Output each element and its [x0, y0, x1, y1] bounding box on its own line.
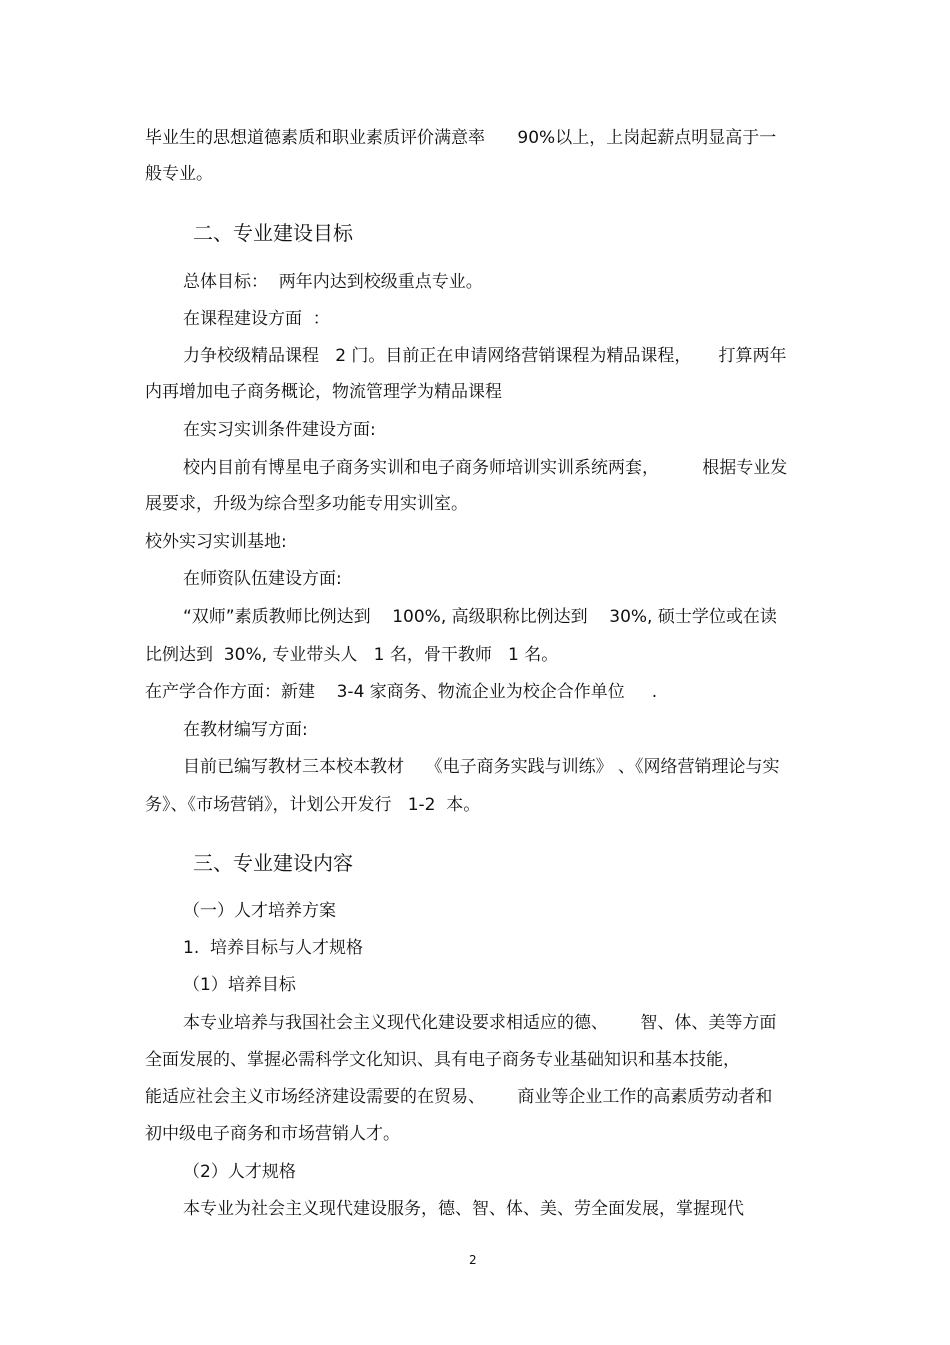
paragraph-line: 比例达到 30%, 专业带头人 1 名，骨干教师 1 名。 — [145, 645, 559, 665]
paragraph-line: （2）人才规格 — [183, 1162, 296, 1182]
paragraph-line: 目前已编写教材三本校本教材 《电子商务实践与训练》 、《网络营销理论与实 — [183, 757, 780, 777]
paragraph-line: 内再增加电子商务概论，物流管理学为精品课程 — [145, 382, 502, 402]
paragraph-line: 本专业培养与我国社会主义现代化建设要求相适应的德、 智、体、美等方面 — [183, 1013, 777, 1033]
paragraph-line: 总体目标： 两年内达到校级重点专业。 — [183, 272, 483, 292]
paragraph-line: 全面发展的、掌握必需科学文化知识、具有电子商务专业基础知识和基本技能， — [145, 1050, 740, 1070]
paragraph-line: 在产学合作方面：新建 3-4 家商务、物流企业为校企合作单位 . — [145, 682, 658, 702]
paragraph-line: 在实习实训条件建设方面: — [183, 420, 376, 440]
paragraph-line: 校内目前有博星电子商务实训和电子商务师培训实训系统两套， 根据专业发 — [183, 458, 788, 478]
paragraph-line: 展要求，升级为综合型多功能专用实训室。 — [145, 494, 468, 514]
page-number: 2 — [469, 1253, 477, 1267]
paragraph-line: 般专业。 — [145, 164, 213, 184]
paragraph-line: 1. 培养目标与人才规格 — [183, 938, 364, 958]
paragraph-line: 在课程建设方面 ： — [183, 309, 330, 329]
paragraph-line: （一）人才培养方案 — [183, 901, 336, 921]
paragraph-line: 本专业为社会主义现代建设服务，德、智、体、美、劳全面发展，掌握现代 — [183, 1199, 744, 1219]
paragraph-line: 在教材编写方面: — [183, 720, 308, 740]
paragraph-line: 务》、《市场营销》，计划公开发行 1-2 本。 — [145, 795, 481, 815]
paragraph-line: 初中级电子商务和市场营销人才。 — [145, 1124, 400, 1144]
paragraph-line: “双师”素质教师比例达到 100%, 高级职称比例达到 30%, 硕士学位或在读 — [183, 607, 777, 627]
section-heading-goals: 二、专业建设目标 — [193, 221, 353, 245]
paragraph-line: 能适应社会主义市场经济建设需要的在贸易、 商业等企业工作的高素质劳动者和 — [145, 1087, 773, 1107]
section-heading-content: 三、专业建设内容 — [193, 851, 353, 875]
paragraph-line: （1）培养目标 — [183, 975, 296, 995]
paragraph-line: 力争校级精品课程 2 门。目前正在申请网络营销课程为精品课程， 打算两年 — [183, 346, 787, 366]
paragraph-line: 毕业生的思想道德素质和职业素质评价满意率 90%以上，上岗起薪点明显高于一 — [145, 128, 777, 148]
paragraph-line: 校外实习实训基地: — [145, 532, 287, 552]
paragraph-line: 在师资队伍建设方面: — [183, 569, 342, 589]
